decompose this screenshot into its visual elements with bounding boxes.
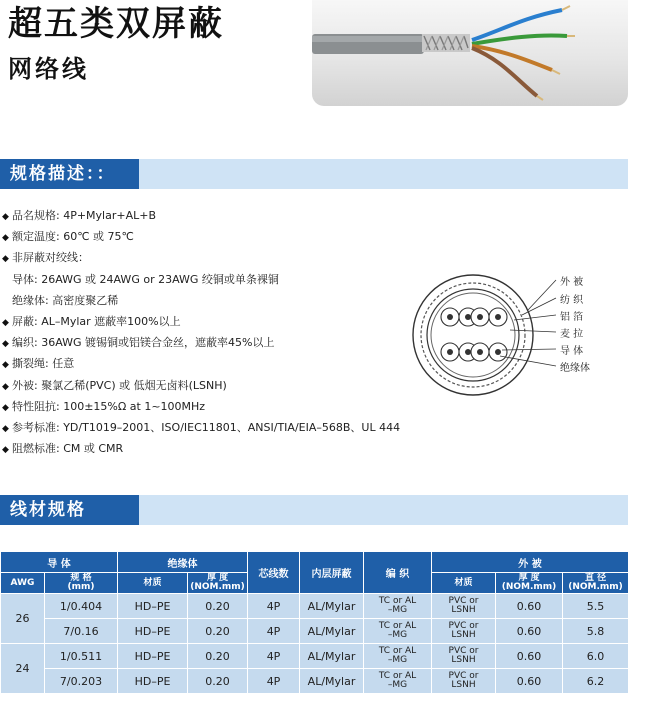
jacket-thickness-cell: 0.60 — [496, 669, 563, 694]
ins-thickness-cell: 0.20 — [188, 619, 248, 644]
ins-thickness-cell: 0.20 — [188, 669, 248, 694]
header-jacket-material: 材质 — [432, 573, 496, 594]
spec-list — [2, 205, 422, 459]
diamond-bullet-icon: ◆ — [2, 317, 9, 328]
header-awg: AWG — [1, 573, 45, 594]
spec-item: ◆ 编织: 36AWG 镀锡铜或铝镁合金丝，遮蔽率45%以上 — [2, 332, 422, 353]
header-conductor: 导 体 — [1, 552, 118, 573]
jacket-material-cell: PVC or LSNH — [432, 594, 496, 619]
legend-outer-jacket: 外 被 — [560, 277, 584, 288]
spec-cell: 7/0.16 — [45, 619, 118, 644]
header-ins-thickness: 厚 度 (NOM.mm) — [188, 573, 248, 594]
table-row — [1, 644, 629, 669]
braid-cell: TC or AL –MG — [364, 644, 432, 669]
spec-item: ◆ 阻燃标准: CM 或 CMR — [2, 438, 422, 459]
legend-foil: 铝 箔 — [560, 312, 584, 323]
legend-insulation: 绝缘体 — [560, 363, 590, 374]
header-spec: 规 格 (mm) — [45, 573, 118, 594]
spec-item: ◆ 撕裂绳: 任意 — [2, 353, 422, 374]
cable-illustration — [312, 0, 628, 106]
table-row — [1, 669, 629, 694]
table-header-row — [1, 552, 629, 573]
spec-subitem: 导体: 26AWG 或 24AWG or 23AWG 绞铜或单条裸铜 — [12, 272, 279, 286]
diamond-bullet-icon: ◆ — [2, 254, 9, 265]
cores-cell: 4P — [248, 669, 300, 694]
cable-spec-table — [0, 551, 629, 694]
table-section-title: 线材规格 — [0, 495, 139, 525]
spec-item: ◆ 特性阻抗: 100±15%Ω at 1~100MHz — [2, 396, 422, 417]
diamond-bullet-icon: ◆ — [2, 445, 9, 456]
spec-item: ◆ 品名规格: 4P+Mylar+AL+B — [2, 205, 422, 226]
spec-item: ◆ 屏蔽: AL–Mylar 遮蔽率100%以上 — [2, 311, 422, 332]
spec-item: ◆ 非屏蔽对绞线： — [2, 247, 422, 268]
jacket-material-cell: PVC or LSNH — [432, 669, 496, 694]
header-insulation: 绝缘体 — [118, 552, 248, 573]
ins-material-cell: HD–PE — [118, 594, 188, 619]
cores-cell: 4P — [248, 644, 300, 669]
legend-braid: 纺 织 — [560, 295, 584, 306]
jacket-thickness-cell: 0.60 — [496, 644, 563, 669]
ins-thickness-cell: 0.20 — [188, 644, 248, 669]
header-diameter: 直 径 (NOM.mm) — [563, 573, 629, 594]
spec-section-band — [0, 159, 628, 189]
table-row — [1, 619, 629, 644]
shield-cell: AL/Mylar — [300, 669, 364, 694]
diamond-bullet-icon: ◆ — [2, 360, 9, 371]
header-inner-shield: 内层屏蔽 — [300, 552, 364, 594]
awg-cell: 26 — [1, 594, 45, 644]
diameter-cell: 5.8 — [563, 619, 629, 644]
shield-cell: AL/Mylar — [300, 644, 364, 669]
product-title: 超五类双屏蔽 — [8, 4, 224, 44]
diameter-cell: 5.5 — [563, 594, 629, 619]
spec-item: ◆ 外被: 聚氯乙稀(PVC) 或 低烟无卤料(LSNH) — [2, 375, 422, 396]
diamond-bullet-icon: ◆ — [2, 423, 9, 434]
jacket-thickness-cell: 0.60 — [496, 594, 563, 619]
spec-section-title: 规格描述：： — [0, 159, 139, 189]
spec-cell: 1/0.511 — [45, 644, 118, 669]
cable-cross-section — [410, 270, 602, 400]
diamond-bullet-icon: ◆ — [2, 233, 9, 244]
awg-cell: 24 — [1, 644, 45, 694]
jacket-thickness-cell: 0.60 — [496, 619, 563, 644]
jacket-material-cell: PVC or LSNH — [432, 619, 496, 644]
diamond-bullet-icon: ◆ — [2, 212, 9, 222]
braid-cell: TC or AL –MG — [364, 619, 432, 644]
table-section-band — [0, 495, 628, 525]
shield-cell: AL/Mylar — [300, 594, 364, 619]
diamond-bullet-icon: ◆ — [2, 381, 9, 392]
diamond-bullet-icon: ◆ — [2, 402, 9, 413]
jacket-material-cell: PVC or LSNH — [432, 644, 496, 669]
diamond-bullet-icon: ◆ — [2, 339, 9, 350]
ins-material-cell: HD–PE — [118, 619, 188, 644]
legend-mylar: 麦 拉 — [560, 329, 584, 340]
cores-cell: 4P — [248, 594, 300, 619]
spec-cell: 1/0.404 — [45, 594, 118, 619]
product-subtitle: 网络线 — [8, 55, 89, 83]
cores-cell: 4P — [248, 619, 300, 644]
ins-thickness-cell: 0.20 — [188, 594, 248, 619]
header-cores: 芯线数 — [248, 552, 300, 594]
header-braid: 编 织 — [364, 552, 432, 594]
cable-photo — [312, 0, 628, 106]
braid-cell: TC or AL –MG — [364, 669, 432, 694]
spec-item: ◆ 额定温度: 60℃ 或 75℃ — [2, 226, 422, 247]
header-jacket-thickness: 厚 度 (NOM.mm) — [496, 573, 563, 594]
shield-cell: AL/Mylar — [300, 619, 364, 644]
diameter-cell: 6.0 — [563, 644, 629, 669]
ins-material-cell: HD–PE — [118, 669, 188, 694]
header-jacket: 外 被 — [432, 552, 629, 573]
spec-subitem: 绝缘体: 高密度聚乙稀 — [12, 293, 119, 307]
spec-item: ◆ 参考标准: YD/T1019–2001、ISO/IEC11801、ANSI/TIA/EIA–568B、UL 444 — [2, 417, 422, 438]
braid-cell: TC or AL –MG — [364, 594, 432, 619]
diameter-cell: 6.2 — [563, 669, 629, 694]
header-ins-material: 材质 — [118, 573, 188, 594]
ins-material-cell: HD–PE — [118, 644, 188, 669]
spec-cell: 7/0.203 — [45, 669, 118, 694]
legend-conductor: 导 体 — [560, 346, 584, 357]
table-row — [1, 594, 629, 619]
